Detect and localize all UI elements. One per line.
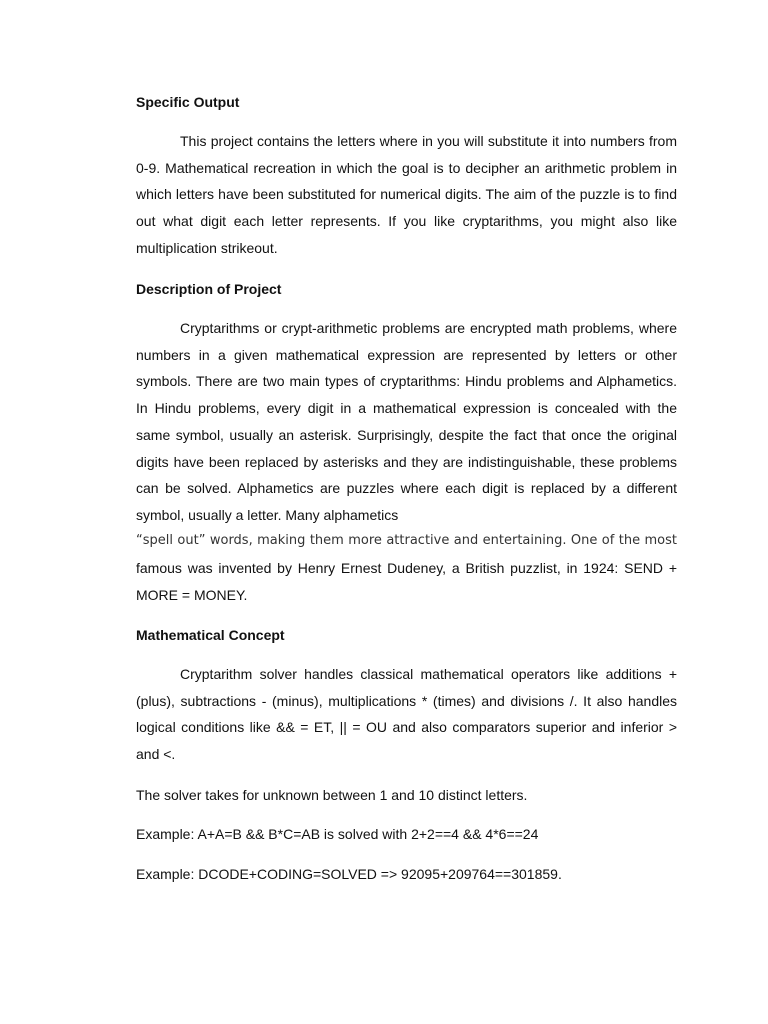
heading-mathematical-concept: Mathematical Concept <box>136 627 285 643</box>
heading-description-of-project: Description of Project <box>136 281 282 297</box>
solver-unknowns-line: The solver takes for unknown between 1 and 10 distinct letters. <box>136 787 528 803</box>
paragraph-description-part2: “spell out” words, making them more attractive and entertaining. One of the most <box>136 533 677 548</box>
example-line-2: Example: DCODE+CODING=SOLVED => 92095+209764==301859. <box>136 866 562 882</box>
paragraph-description-part1: Cryptarithms or crypt-arithmetic problems are encrypted math problems, where numbers in a given mathematical expression are represented by letters or other symbols. There are two main types of cryptarithms: Hindu problems and Alphametics. In Hindu problems, every digit in a mathematical expression is concealed with the same symbol, usually an asterisk. Surprisingly, despite the fact that once the original digits have been replaced by asterisks and they are indistinguishable, these problems can be solved. Alphametics are puzzles where each digit is replaced by a different symbol, usually a letter. Many alphametics <box>136 320 677 523</box>
example-line-1: Example: A+A=B && B*C=AB is solved with 2+2==4 && 4*6==24 <box>136 826 539 842</box>
paragraph-mathematical-concept: Cryptarithm solver handles classical mathematical operators like additions + (plus), subtractions - (minus), multiplications * (times) and divisions /. It also handles logical conditions like && = ET, || = OU and also comparators superior and inferior > and <. <box>136 666 677 763</box>
paragraph-specific-output: This project contains the letters where in you will substitute it into numbers from 0-9. Mathematical recreation in which the goal is to decipher an arithmetic problem in which letters have been substituted for numerical digits. The aim of the puzzle is to find out what digit each letter represents. If you like cryptarithms, you might also like multiplication strikeout. <box>136 133 677 256</box>
heading-specific-output: Specific Output <box>136 94 240 110</box>
paragraph-description-part3: famous was invented by Henry Ernest Dudeney, a British puzzlist, in 1924: SEND + MORE = MONEY. <box>136 560 677 603</box>
